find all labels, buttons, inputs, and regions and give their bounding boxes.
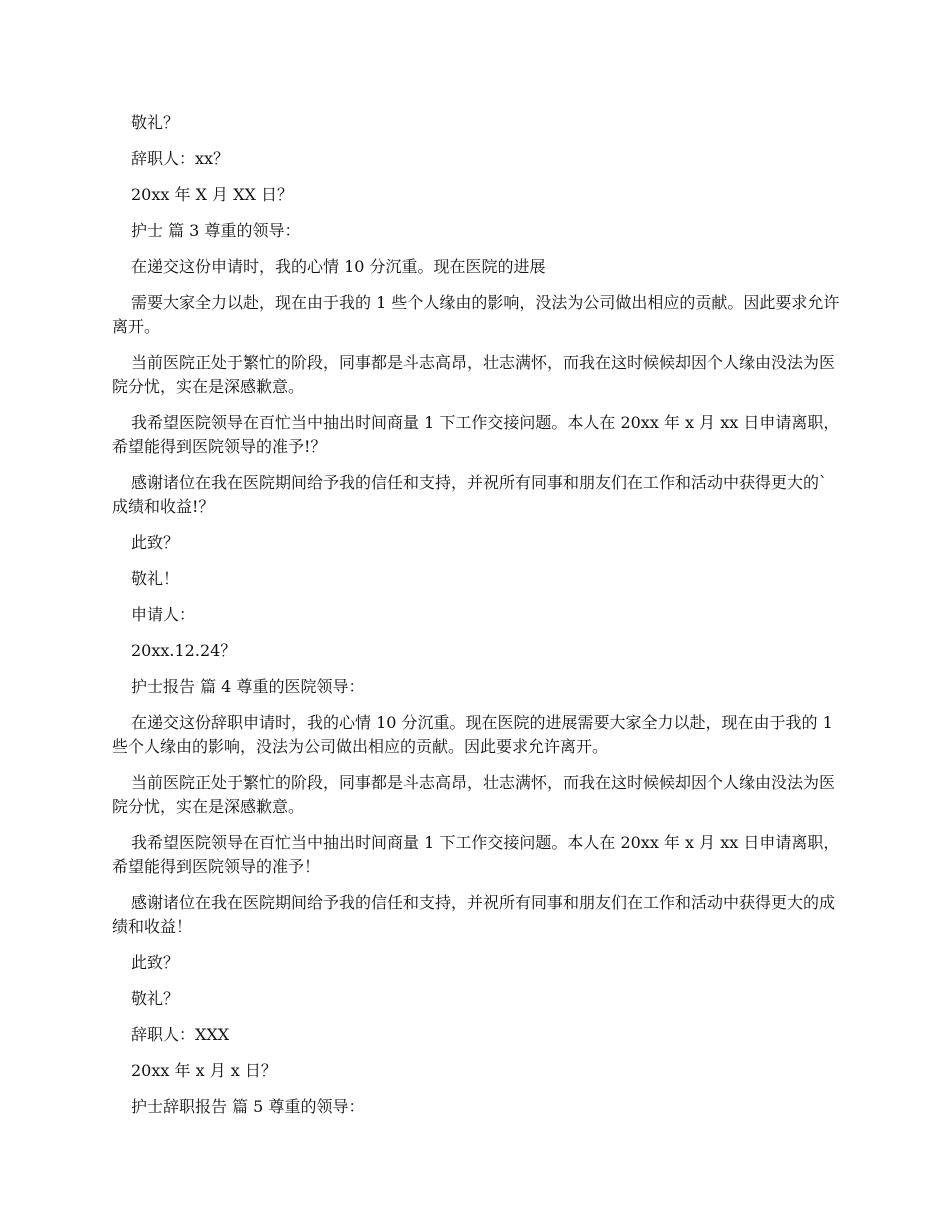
section-heading: 护士辞职报告 篇 5 尊重的领导： — [131, 1097, 365, 1116]
closing-line: 此致？ — [131, 953, 180, 972]
closing-salutation: 敬礼？ — [131, 113, 180, 132]
date-line: 20xx 年 x 月 x 日？ — [131, 1061, 277, 1080]
body-paragraph: 感谢诸位在我在医院期间给予我的信任和支持，并祝所有同事和朋友们在工作和活动中获得更大的成绩和收益！ — [112, 893, 836, 936]
closing-line: 此致？ — [131, 533, 180, 552]
signature-line: 辞职人：xx？ — [131, 149, 230, 168]
body-paragraph: 需要大家全力以赴，现在由于我的 1 些个人缘由的影响，没法为公司做出相应的贡献。因此要求允许离开。 — [112, 293, 840, 336]
date-line: 20xx 年 X 月 XX 日？ — [131, 185, 294, 204]
document-body — [112, 111, 840, 1131]
closing-salutation: 敬礼？ — [131, 989, 180, 1008]
body-paragraph: 在递交这份申请时，我的心情 10 分沉重。现在医院的进展 — [131, 257, 546, 276]
body-paragraph: 我希望医院领导在百忙当中抽出时间商量 1 下工作交接问题。本人在 20xx 年 x 月 xx 日申请离职，希望能得到医院领导的准予！ — [112, 833, 840, 876]
signature-line: 辞职人：XXX — [131, 1025, 230, 1044]
body-paragraph: 我希望医院领导在百忙当中抽出时间商量 1 下工作交接问题。本人在 20xx 年 x 月 xx 日申请离职，希望能得到医院领导的准予!？ — [112, 413, 840, 456]
body-paragraph: 当前医院正处于繁忙的阶段，同事都是斗志高昂，壮志满怀，而我在这时候候却因个人缘由没法为医院分忧，实在是深感歉意。 — [112, 773, 836, 816]
body-paragraph: 在递交这份辞职申请时，我的心情 10 分沉重。现在医院的进展需要大家全力以赴，现在由于我的 1 些个人缘由的影响，没法为公司做出相应的贡献。因此要求允许离开。 — [112, 713, 833, 756]
signature-line: 申请人： — [131, 605, 196, 624]
date-line: 20xx.12.24？ — [131, 641, 237, 660]
closing-salutation: 敬礼！ — [131, 569, 180, 588]
section-heading: 护士 篇 3 尊重的领导： — [131, 221, 301, 240]
section-heading: 护士报告 篇 4 尊重的医院领导： — [131, 677, 365, 696]
body-paragraph: 当前医院正处于繁忙的阶段，同事都是斗志高昂，壮志满怀，而我在这时候候却因个人缘由没法为医院分忧，实在是深感歉意。 — [112, 353, 836, 396]
body-paragraph: 感谢诸位在我在医院期间给予我的信任和支持，并祝所有同事和朋友们在工作和活动中获得更大的`成绩和收益!？ — [112, 473, 828, 516]
